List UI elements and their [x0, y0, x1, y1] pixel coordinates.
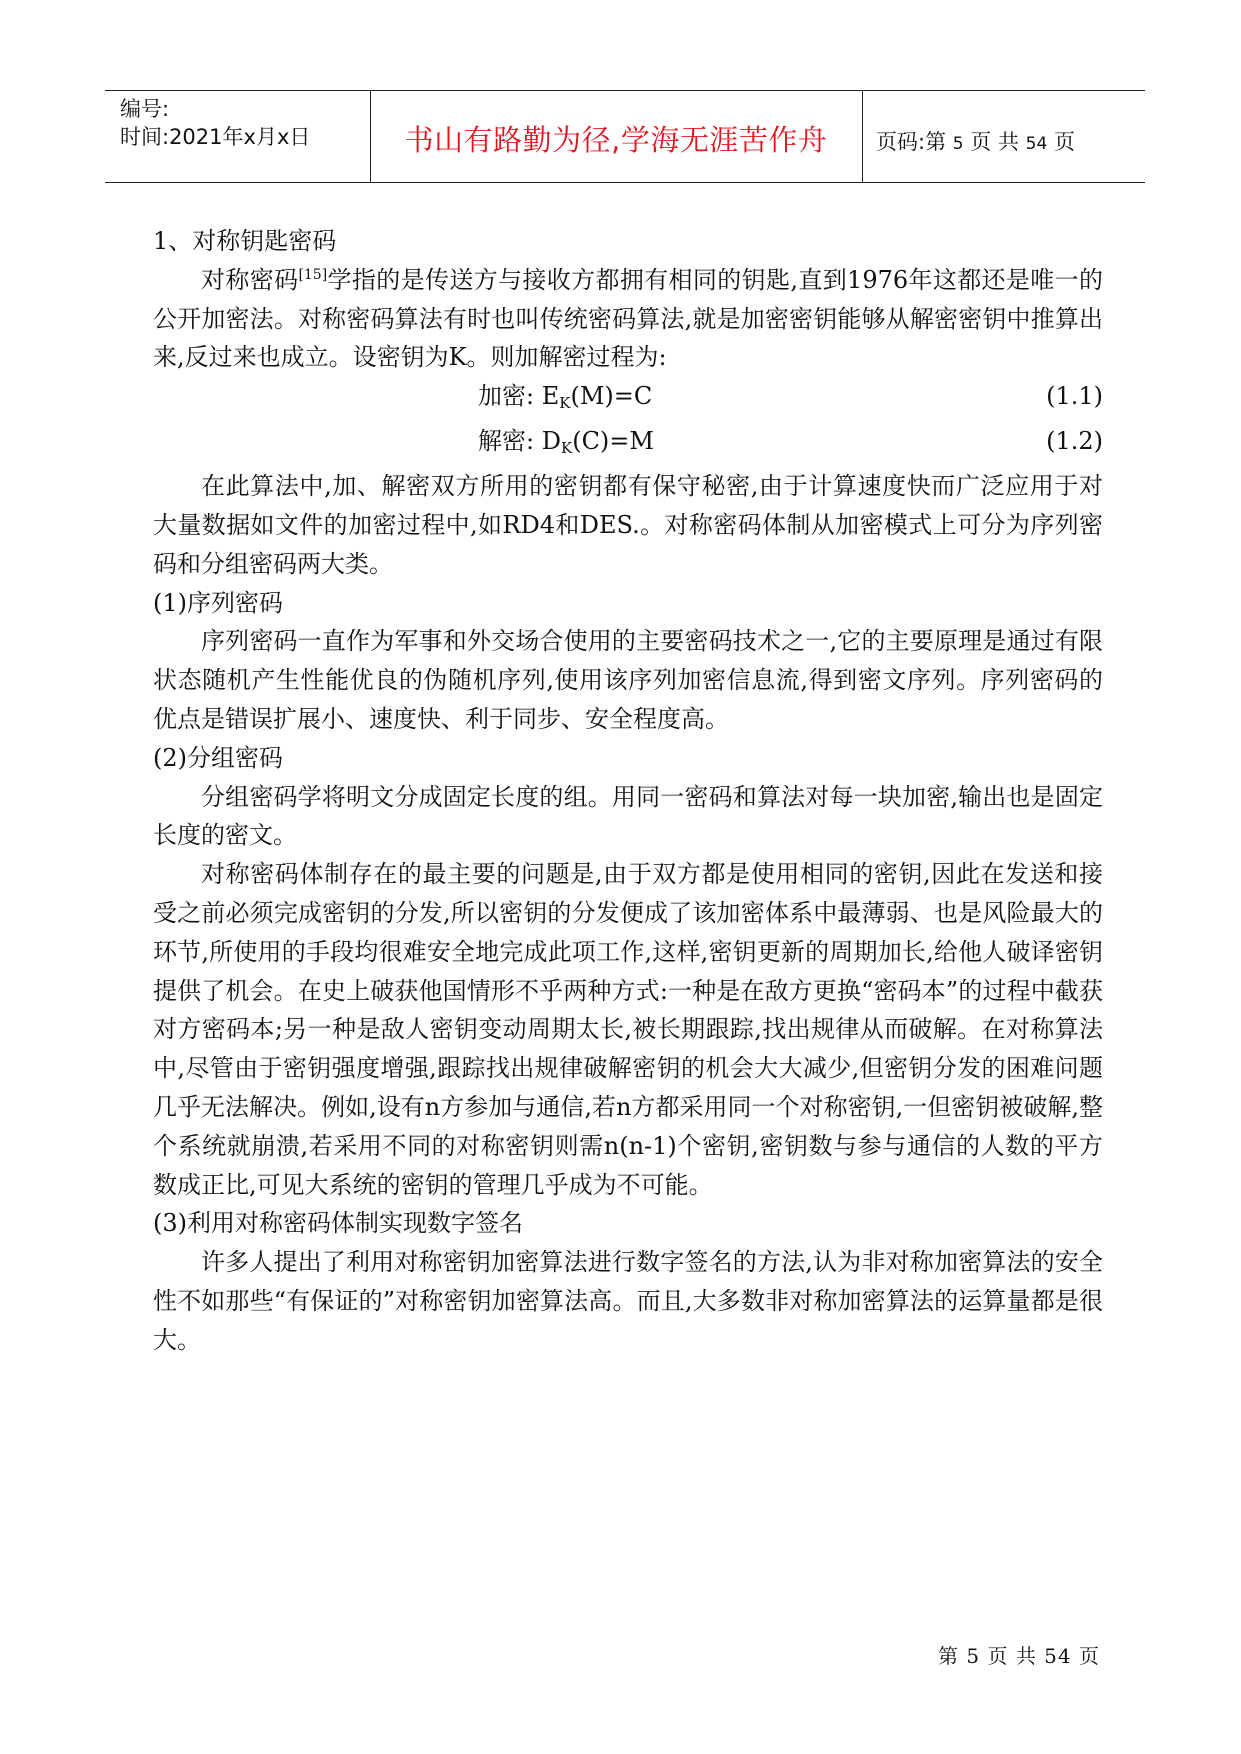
citation-ref: [15]	[298, 266, 328, 283]
header-page-number: 5	[952, 134, 964, 154]
header-page-prefix: 页码:第	[876, 130, 947, 154]
formula-encrypt-label: 加密:	[478, 382, 535, 411]
header-code-label: 编号:	[120, 97, 170, 121]
header-page-mid: 页 共	[970, 130, 1019, 154]
paragraph-1	[153, 261, 1103, 377]
header-top-rule	[105, 90, 1145, 91]
subsection-title-2: (2)分组密码	[153, 743, 283, 772]
paragraph-4: 分组密码学将明文分成固定长度的组。用同一密码和算法对每一块加密,输出也是固定长度的密文。	[153, 782, 1103, 850]
paragraph-3: 序列密码一直作为军事和外交场合使用的主要密码技术之一,它的主要原理是通过有限状态随机产生性能优良的伪随机序列,使用该序列加密信息流,得到密文序列。序列密码的优点是错误扩展小、速度快、利于同步、安全程度高。	[153, 627, 1103, 733]
formula-decrypt-rest: (C)=M	[572, 427, 654, 456]
formula-decrypt-sub: K	[560, 439, 573, 458]
formula-encrypt	[153, 377, 1103, 422]
formula-encrypt-expr	[478, 377, 652, 416]
page-footer: 第 5 页 共 54 页	[938, 1644, 1100, 1668]
formula-decrypt-expr	[478, 422, 654, 461]
formula-decrypt-number: (1.2)	[1046, 427, 1103, 456]
subsection-title-3: (3)利用对称密码体制实现数字签名	[153, 1209, 523, 1238]
paragraph-2: 在此算法中,加、解密双方所用的密钥都有保守秘密,由于计算速度快而广泛应用于对大量数据如文件的加密过程中,如RD4和DES.。对称密码体制从加密模式上可分为序列密码和分组密码两大类。	[153, 472, 1103, 578]
paragraph-1-rest: 学指的是传送方与接收方都拥有相同的钥匙,直到1976年这都还是唯一的公开加密法。对称密码算法有时也叫传统密码算法,就是加密密钥能够从解密密钥中推算出来,反过来也成立。设密钥为K。则加解密过程为:	[153, 265, 1103, 372]
paragraph-5: 对称密码体制存在的最主要的问题是,由于双方都是使用相同的密钥,因此在发送和接受之前必须完成密钥的分发,所以密钥的分发便成了该加密体系中最薄弱、也是风险最大的环节,所使用的手段均很难安全地完成此项工作,这样,密钥更新的周期加长,给他人破译密钥提供了机会。在史上破获他国情形不乎两种方式:一种是在敌方更换“密码本”的过程中截获对方密码本;另一种是敌人密钥变动周期太长,被长期跟踪,找出规律从而破解。在对称算法中,尽管由于密钥强度增强,跟踪找出规律破解密钥的机会大大减少,但密钥分发的困难问题几乎无法解决。例如,设有n方参加与通信,若n方都采用同一个对称密钥,一但密钥被破解,整个系统就崩溃,若采用不同的对称密钥则需n(n-1)个密钥,密钥数与参与通信的人数的平方数成正比,可见大系统的密钥的管理几乎成为不可能。	[153, 860, 1103, 1199]
header-time-label: 时间:2021年x月x日	[120, 125, 311, 149]
formula-decrypt-func: D	[541, 427, 561, 456]
formula-encrypt-func: E	[541, 382, 560, 411]
subsection-title-1: (1)序列密码	[153, 588, 283, 617]
header-page-total: 54	[1025, 134, 1048, 154]
document-body	[153, 222, 1103, 1360]
formula-decrypt-label: 解密:	[478, 427, 535, 456]
section-title: 1、对称钥匙密码	[153, 227, 337, 255]
formula-encrypt-rest: (M)=C	[570, 382, 653, 411]
formula-encrypt-number: (1.1)	[1046, 382, 1103, 411]
header-bottom-rule	[105, 182, 1145, 183]
formula-decrypt	[153, 422, 1103, 467]
header-page-suffix: 页	[1053, 130, 1075, 154]
header-page-info	[876, 126, 1075, 156]
formula-encrypt-sub: K	[559, 394, 571, 413]
paragraph-1-start: 对称密码	[201, 265, 299, 294]
header-motto: 书山有路勤为径,学海无涯苦作舟	[404, 123, 828, 157]
paragraph-6: 许多人提出了利用对称密钥加密算法进行数字签名的方法,认为非对称加密算法的安全性不如那些“有保证的”对称密钥加密算法高。而且,大多数非对称加密算法的运算量都是很大。	[153, 1248, 1103, 1354]
header-divider-right	[862, 90, 863, 182]
